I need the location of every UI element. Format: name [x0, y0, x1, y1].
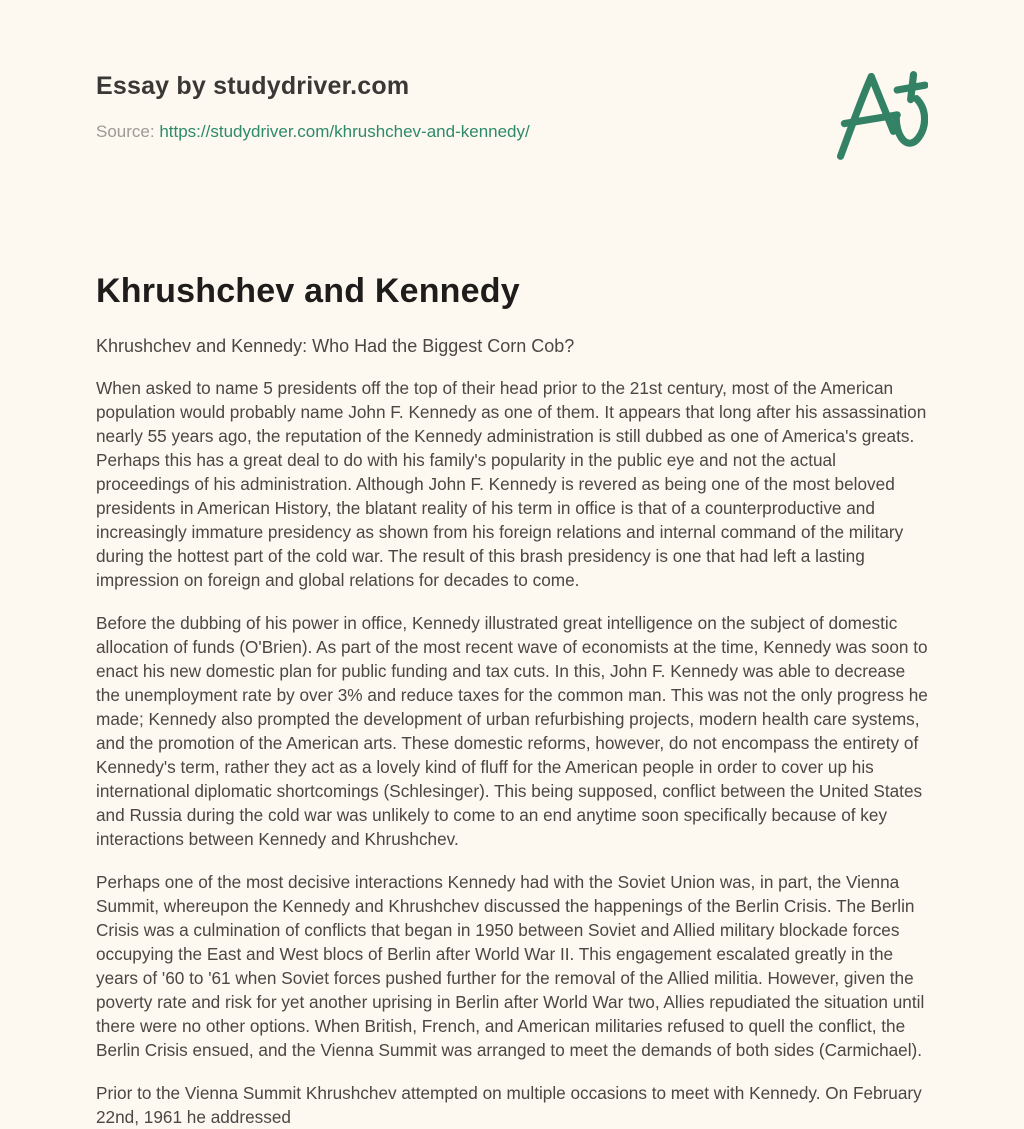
- essay-subtitle: Khrushchev and Kennedy: Who Had the Biggest Corn Cob?: [96, 336, 575, 356]
- source-label: Source:: [96, 122, 155, 141]
- essay-content: [96, 272, 928, 1129]
- essay-paragraph: Before the dubbing of his power in office, Kennedy illustrated great intelligence on the subject of domestic allocation of funds (O'Brien). As part of the most recent wave of economists at the time, Kennedy was soon to enact his new domestic plan for public funding and tax cuts. In this, John F. Kennedy was able to decrease the unemployment rate by over 3% and reduce taxes for the common man. This was not the only progress he made; Kennedy also prompted the development of urban refurbishing projects, modern health care systems, and the promotion of the American arts. These domestic reforms, however, do not encompass the entirety of Kennedy's term, rather they act as a lovely kind of fluff for the American people in order to cover up his international diplomatic shortcomings (Schlesinger). This being supposed, conflict between the United States and Russia during the cold war was unlikely to come to an end anytime soon specifically because of key interactions between Kennedy and Khrushchev.: [96, 613, 928, 849]
- essay-paragraph: Prior to the Vienna Summit Khrushchev attempted on multiple occasions to meet with Kennedy. On February 22nd, 1961 he addressed: [96, 1083, 922, 1127]
- header-text-block: [96, 72, 530, 142]
- essay-paragraph: When asked to name 5 presidents off the top of their head prior to the 21st century, most of the American population would probably name John F. Kennedy as one of them. It appears that long after his assassination nearly 55 years ago, the reputation of the Kennedy administration is still dubbed as one of America's greats. Perhaps this has a great deal to do with his family's popularity in the public eye and not the actual proceedings of his administration. Although John F. Kennedy is revered as being one of the most beloved presidents in American History, the blatant reality of his term in office is that of a counterproductive and increasingly immature presidency as shown from his foreign relations and internal command of the military during the hottest part of the cold war. The result of this brash presidency is one that had left a lasting impression on foreign and global relations for decades to come.: [96, 378, 927, 590]
- essay-title: Khrushchev and Kennedy: [96, 272, 520, 310]
- essay-paragraph: Perhaps one of the most decisive interactions Kennedy had with the Soviet Union was, in part, the Vienna Summit, whereupon the Kennedy and Khrushchev discussed the happenings of the Berlin Crisis. The Berlin Crisis was a culmination of conflicts that began in 1950 between Soviet and Allied military blockade forces occupying the East and West blocs of Berlin after World War II. This engagement escalated greatly in the years of '60 to '61 when Soviet forces pushed further for the removal of the Allied militia. However, given the poverty rate and risk for yet another uprising in Berlin after World War two, Allies repudiated the situation until there were no other options. When British, French, and American militaries refused to quell the conflict, the Berlin Crisis ensued, and the Vienna Summit was arranged to meet the demands of both sides (Carmichael).: [96, 872, 925, 1060]
- essay-body: [96, 376, 928, 1129]
- source-row: [96, 122, 530, 142]
- studydriver-a-plus-logo-icon: [828, 66, 928, 162]
- provider-title: Essay by studydriver.com: [96, 72, 410, 100]
- document-header: [96, 72, 928, 162]
- source-link[interactable]: https://studydriver.com/khrushchev-and-kennedy/: [159, 122, 530, 141]
